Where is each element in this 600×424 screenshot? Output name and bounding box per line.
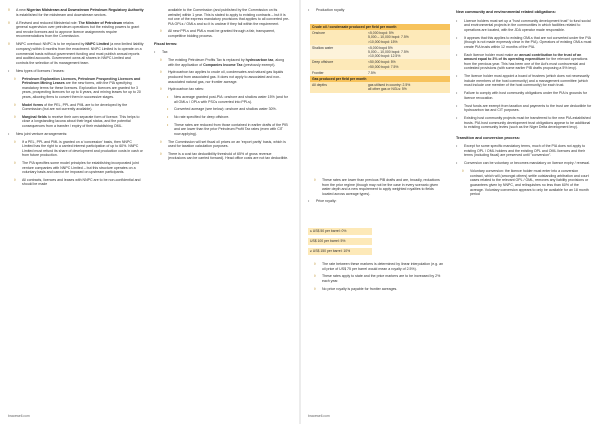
rate-item: • Converted acreage (see below): onshore and shallow water 30%. xyxy=(167,107,277,112)
dot-bullet-icon: • xyxy=(456,74,458,79)
tax-item: ◊ The existing Petroleum Profits Tax is replaced by hydrocarbon tax, along with the application of Companies Income Tax (previously exempt). xyxy=(160,58,285,67)
dot-bullet-icon: • xyxy=(456,18,458,23)
rate-item: • No rate specified for deep offshore. xyxy=(167,115,230,119)
table-cell-value: gas utilised in country: 2.5% all other gas or NGLs: 5% xyxy=(366,82,450,92)
royalty-label: • Production royalty xyxy=(308,8,345,12)
footer-right[interactable]: bracewell.com xyxy=(308,414,330,418)
transition-heading: Transition and conversion process: xyxy=(456,135,521,140)
diamond-bullet-icon: ◊ xyxy=(14,102,16,107)
diamond-bullet-icon: ◊ xyxy=(160,139,162,144)
diamond-bullet-icon: ◊ xyxy=(314,262,316,266)
dot-bullet-icon: • xyxy=(456,116,458,121)
diamond-bullet-icon: ◊ xyxy=(462,169,464,174)
licence-type-item: ◊ Model forms of the PEL, PPL and PML are to be developed by the Commission (but are not currently available). xyxy=(14,102,128,112)
dot-bullet-icon: • xyxy=(456,91,458,96)
diamond-bullet-icon: ◊ xyxy=(160,29,162,34)
price-note: ◊ The rate between these markers is determined by linear interpolation (e.g. an oil price of US$ 75 per barrel would mean a royalty of 2.5%). xyxy=(314,262,444,271)
table-cell-key: Onshore xyxy=(310,30,366,45)
tax-item: ◊ There is a cost tax deductibility threshold of 65% of gross revenue (exclusions can be carried forward). Head office costs are not tax deductible. xyxy=(160,151,289,161)
diamond-bullet-icon: ◊ xyxy=(14,161,16,166)
fiscal-terms-heading: Fiscal terms: xyxy=(154,41,178,46)
section-label: • New types of licences / leases: xyxy=(8,68,65,73)
price-note: ◊ These rates apply to state and the price markers are to be increased by 2% each year. xyxy=(314,274,441,283)
dot-bullet-icon: • xyxy=(167,115,169,119)
jv-item-continued: available to the Commission (and published by the Commission on its website) within 1 year. This is stated to apply to existing contracts – but it is not one of the express mandatory provisions that applies to all converted pre-PIA OPLs / OMLs and so it is unclear if they fall within the requirement. xyxy=(168,8,290,26)
rate-item: • These rates are reduced from those contained in earlier drafts of the PIB and are lower than the prior Petroleum Profit Tax rates (even with CIT now applying). xyxy=(167,122,288,136)
table-cell-key: Deep offshore xyxy=(310,59,366,69)
community-item: • Each licence holder must make an annual contribution to the trust of an amount equal to 3% of its operating expenditure for the relevant operations from the previous year. This has been one of the Act's most controversial and contested provisions (with some earlier PIB drafts proposing a 5% levy). xyxy=(456,52,588,71)
price-royalty-label: • Price royalty: xyxy=(308,199,337,204)
intro-item: ◊ NNPC overhaul: NNPC is to be replaced by NNPC Limited (a new limited liability company) within 6 months from the enactment. NNPC Limited is to operate on a commercial basis without government funding and must publish annual reports and audited accounts. Government owns all shares in NNPC Limited and controls the selection of its management team. xyxy=(8,42,144,65)
column-1 xyxy=(8,8,144,190)
price-row: ≥ US$ 150 per barrel: 10% xyxy=(308,248,372,255)
jv-item: ◊ The PIA specifies some model principles for establishing incorporated joint venture companies with NNPC Limited – but this structure operates on a voluntary basis and cannot be imposed on upstream participants. xyxy=(14,161,139,175)
dot-bullet-icon: • xyxy=(456,144,458,149)
dot-bullet-icon: • xyxy=(308,8,310,12)
dot-bullet-icon: • xyxy=(456,161,458,166)
royalty-table-oil xyxy=(310,24,450,93)
dot-bullet-icon: • xyxy=(456,35,458,40)
table-cell-value: <50,000 bopd: 5% >50,000 bopd: 7.5% xyxy=(366,59,450,69)
price-row: ≤ US$ 50 per barrel: 0% xyxy=(308,228,372,235)
table-cell-value: <5,000 bopd: 5% 5,000 – 10,000 bopd: 7.5% >10,000 bopd: 15% xyxy=(366,30,450,45)
diamond-bullet-icon: ◊ xyxy=(14,114,16,119)
dot-bullet-icon: • xyxy=(167,122,169,127)
licence-type-item: ◊ Marginal fields to receive their own separate form of licence. This helps to close a longstanding lacuna about their legal status, and the potential consequences from a transfer / expiry of their establishing OML. xyxy=(14,114,140,129)
table-cell-key: Shallow water xyxy=(310,45,366,60)
diamond-bullet-icon: ◊ xyxy=(314,274,316,279)
community-item: • Trust funds are exempt from taxation and payments to the trust are deductible for hydrocarbon tax and CIT purposes. xyxy=(456,103,592,113)
diamond-bullet-icon: ◊ xyxy=(160,70,162,75)
intro-item: ◊ A new Nigerian Midstream and Downstream Petroleum Regulatory Authority is established for the midstream and downstream sectors. xyxy=(8,8,144,17)
price-note: ◊ No price royalty is payable for frontier acreages. xyxy=(314,286,398,291)
community-item: • Licence holders must set up a "host community development trust" to fund social and environmental projects in the communities in which facilities related to operations are located, with the JDA operator made responsible. xyxy=(456,18,591,32)
dot-bullet-icon: • xyxy=(167,107,169,112)
diamond-bullet-icon: ◊ xyxy=(8,20,10,25)
column-2 xyxy=(154,8,290,164)
transition-item: • Conversion can be voluntary or becomes mandatory on licence expiry / renewal. xyxy=(456,161,590,166)
table-cell-value: <5,000 bopd 5% 5,000 – 10,000 bopd: 7.5% >10,000 bopd: 12.5% xyxy=(366,45,450,60)
tax-item: ◊ Hydrocarbon tax applies to crude oil, condensates and natural gas liquids produced from associated gas. It does not apply to associated and non-associated natural gas, nor frontier acreage. xyxy=(160,70,284,84)
dot-bullet-icon: • xyxy=(456,52,458,57)
community-heading: New community and environmental related obligations: xyxy=(456,10,557,14)
transition-item: • Except for some specific mandatory terms, much of the PIA does not apply to existing OPL / OML holders and the existing OPL and OML licences and their terms (including fiscal) are preserved until "conversion". xyxy=(456,144,586,158)
column-4 xyxy=(456,8,592,200)
tax-label: • Tax xyxy=(154,50,168,55)
dot-bullet-icon: • xyxy=(154,50,156,55)
footer-left[interactable]: bracewell.com xyxy=(8,414,30,418)
jv-item: ◊ All new PPLs and PMLs must be granted through a fair, transparent, competitive bidding process. xyxy=(160,29,276,38)
community-item: • The licence holder must appoint a board of trustees (which does not necessarily include members of the host community) and a management committee (which must include one member of the host community) for each trust. xyxy=(456,74,590,88)
voluntary-conversion-item: ◊ Voluntary conversion: the licence holder must enter into a conversion contract, which will (amongst others) settle outstanding arbitration and court cases related to the relevant OPL / OML, removes any liability provisions or guarantees given by NNPC, and relinquishes no less than 60% of the acreage. Voluntary conversion appears to only be available for an 18 month period xyxy=(462,169,589,197)
community-item: • It appears that this applies to existing OMLs that are not converted under the PIA (though is not made expressly clear in the PIA). Operators of existing OMLs must create PIA trusts within 12 months of the PIA. xyxy=(456,35,592,49)
diamond-bullet-icon: ◊ xyxy=(160,151,162,156)
community-item: • Existing host community projects must be transferred to the new PIA-established trusts. PIA host community development trust obligations appear to be additional to existing community levies (such as the Niger Delta development levy). xyxy=(456,116,591,130)
table-note: ◊ These rates are lower than previous PIB drafts and are, broadly, reductions from the prior regime (though may not be the case in every scenario given water depth and a new requirement to apply weighted royalties to fields located across acreage types). xyxy=(314,178,440,196)
dot-bullet-icon: • xyxy=(8,131,10,136)
diamond-bullet-icon: ◊ xyxy=(14,177,16,182)
diamond-bullet-icon: ◊ xyxy=(160,58,162,63)
intro-item: ◊ A Revised and reduced Ministerial role: The Minister of Petroleum retains general supervision over petroleum operations but the existing powers to grant and revoke licences and to approve licence assignments require recommendations from the Commission. xyxy=(8,20,140,39)
community-item: • Failure to comply with host community obligations under the PIA is grounds for licence revocation. xyxy=(456,91,588,100)
column-3-notes xyxy=(308,262,446,294)
dot-bullet-icon: • xyxy=(308,199,310,204)
dot-bullet-icon: • xyxy=(167,94,169,99)
table-header: Crude oil / condensate produced per field per month xyxy=(310,24,450,30)
jv-item: ◊ All contracts, licences and leases with NNPC are to be non-confidential and should be made xyxy=(14,177,141,187)
diamond-bullet-icon: ◊ xyxy=(8,8,10,12)
table-cell-value: 7.5% xyxy=(366,70,450,76)
column-3 xyxy=(308,8,446,16)
rate-item: • New acreage granted post-PIA: onshore and shallow water 15% (and for all OMLs / OPLs with PSCs converted into PPLs). xyxy=(167,94,288,104)
diamond-bullet-icon: ◊ xyxy=(14,76,16,81)
diamond-bullet-icon: ◊ xyxy=(314,286,316,291)
jv-item: ◊ If a PEL, PPL and PML is granted on a 'concession' basis, then NNPC Limited has the right to a carried interest participation of up to 60%. NNPC Limited must refund its share of development and production costs in cash or from future production. xyxy=(14,139,143,158)
table-cell-key: Frontier xyxy=(310,70,366,76)
diamond-bullet-icon: ◊ xyxy=(14,139,16,144)
table-header: Gas produced per field per month xyxy=(310,76,450,82)
section-label: • New joint venture arrangements: xyxy=(8,131,68,136)
dot-bullet-icon: • xyxy=(8,68,10,73)
table-cell-key: All depths xyxy=(310,82,366,92)
diamond-bullet-icon: ◊ xyxy=(8,42,10,47)
licence-type-item: ◊ Petroleum Exploration Licences, Petroleum Prospecting Licences and Petroleum Mining Leases are the new forms, with the PIA specifying mandatory terms for these licences. Exploration licences are granted for 3 years, prospecting licences for up to 6 years, and mining leases for up to 20 years, allowing firms to convert them in successive stages. xyxy=(14,76,141,99)
diamond-bullet-icon: ◊ xyxy=(160,87,162,92)
tax-item: ◊ Hydrocarbon tax rates: xyxy=(160,87,204,92)
tax-item: ◊ The Commission will set fiscal oil prices on an 'export parity' basis, which is used for taxation calculation purposes. xyxy=(160,139,286,149)
price-row: US$ 100 per barrel: 5% xyxy=(308,238,372,245)
dot-bullet-icon: • xyxy=(456,103,458,108)
column-3-lower xyxy=(308,178,446,207)
page-gutter xyxy=(299,0,301,424)
diamond-bullet-icon: ◊ xyxy=(314,178,316,182)
